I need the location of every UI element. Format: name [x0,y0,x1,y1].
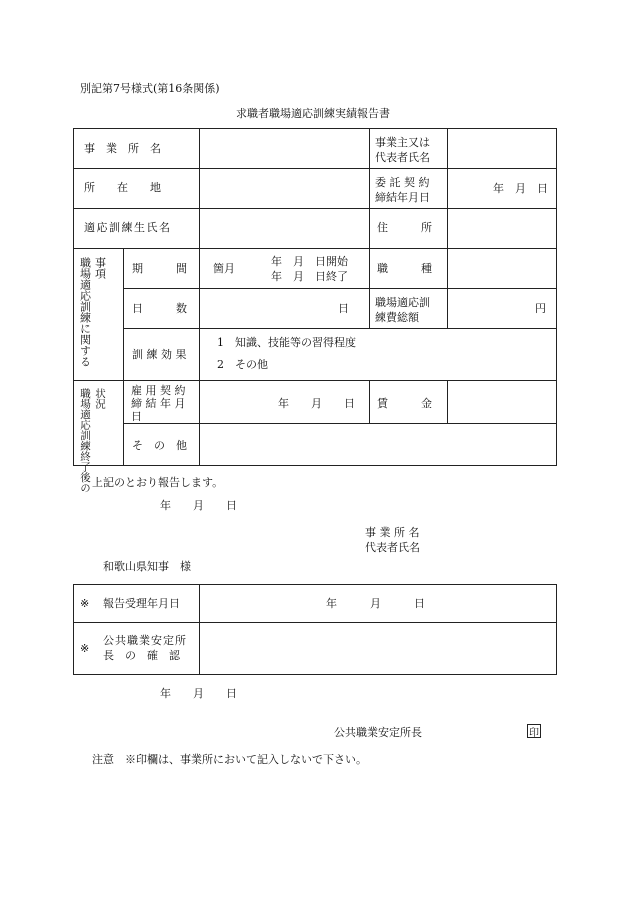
mark-receipt: ※ [80,597,90,610]
trainee-name-label: 適応訓練生氏名 [84,221,172,234]
group2-label-main: 職場適応訓練終了後の [79,388,92,493]
wage-label: 賃 金 [377,397,432,410]
period-start: 年 月 日開始 [271,255,348,268]
employ-date: 年 月 日 [278,397,355,410]
owner-label-line2: 代表者氏名 [375,151,430,164]
document-title: 求職者職場適応訓練実績報告書 [236,107,390,120]
employ-label-line2: 締 結 年 月 [131,397,186,410]
fee-unit: 円 [535,302,546,315]
effect-item-knowledge: 1 知識、技能等の習得程度 [217,336,356,349]
months-unit: 箇月 [213,262,235,275]
job-label: 職 種 [377,262,432,275]
report-statement: 上記のとおり報告します。 [92,476,224,489]
receipt-date: 年 月 日 [326,597,425,610]
effect-item-other: 2 その他 [217,358,268,371]
group2-label-sub: 状況 [94,388,107,409]
effect-label: 訓 練 効 果 [132,348,187,361]
business-signature-rep: 代表者氏名 [365,541,420,554]
group1-label-main: 職場適応訓練に関する [78,257,92,367]
fee-label-line1: 職場適応訓 [375,296,430,309]
receipt-date-label: 報告受理年月日 [103,597,180,610]
confirm-date: 年 月 日 [160,687,237,700]
employ-label-line1: 雇 用 契 約 [131,384,186,397]
period-label: 期 間 [132,262,187,275]
contract-label-line2: 締結年月日 [375,191,430,204]
address-label: 住 所 [377,221,432,234]
business-signature-name: 事 業 所 名 [365,526,420,539]
addressee: 和歌山県知事 様 [103,560,191,573]
business-name-label: 事 業 所 名 [84,142,161,155]
location-label: 所 在 地 [84,181,161,194]
group1-label-sub: 事項 [93,257,107,279]
days-unit: 日 [338,302,349,315]
form-number: 別記第7号様式(第16条関係) [80,82,220,95]
office-head: 公共職業安定所長 [334,726,422,739]
other-label: そ の 他 [132,439,187,452]
note-text: ※印欄は、事業所において記入しないで下さい。 [125,753,367,766]
office-confirm-line2: 長 の 確 認 [103,649,180,662]
report-date: 年 月 日 [160,499,237,512]
contract-date: 年 月 日 [493,182,548,195]
period-end: 年 月 日終了 [271,270,348,283]
office-confirm-line1: 公共職業安定所 [103,634,187,647]
seal-mark: 印 [527,724,541,738]
mark-office: ※ [80,642,90,655]
fee-label-line2: 練費総額 [375,311,419,324]
owner-label-line1: 事業主又は [375,136,430,149]
note-label: 注意 [92,753,114,766]
contract-label-line1: 委 託 契 約 [375,176,430,189]
days-label: 日 数 [132,302,187,315]
employ-label-line3: 日 [131,410,142,423]
